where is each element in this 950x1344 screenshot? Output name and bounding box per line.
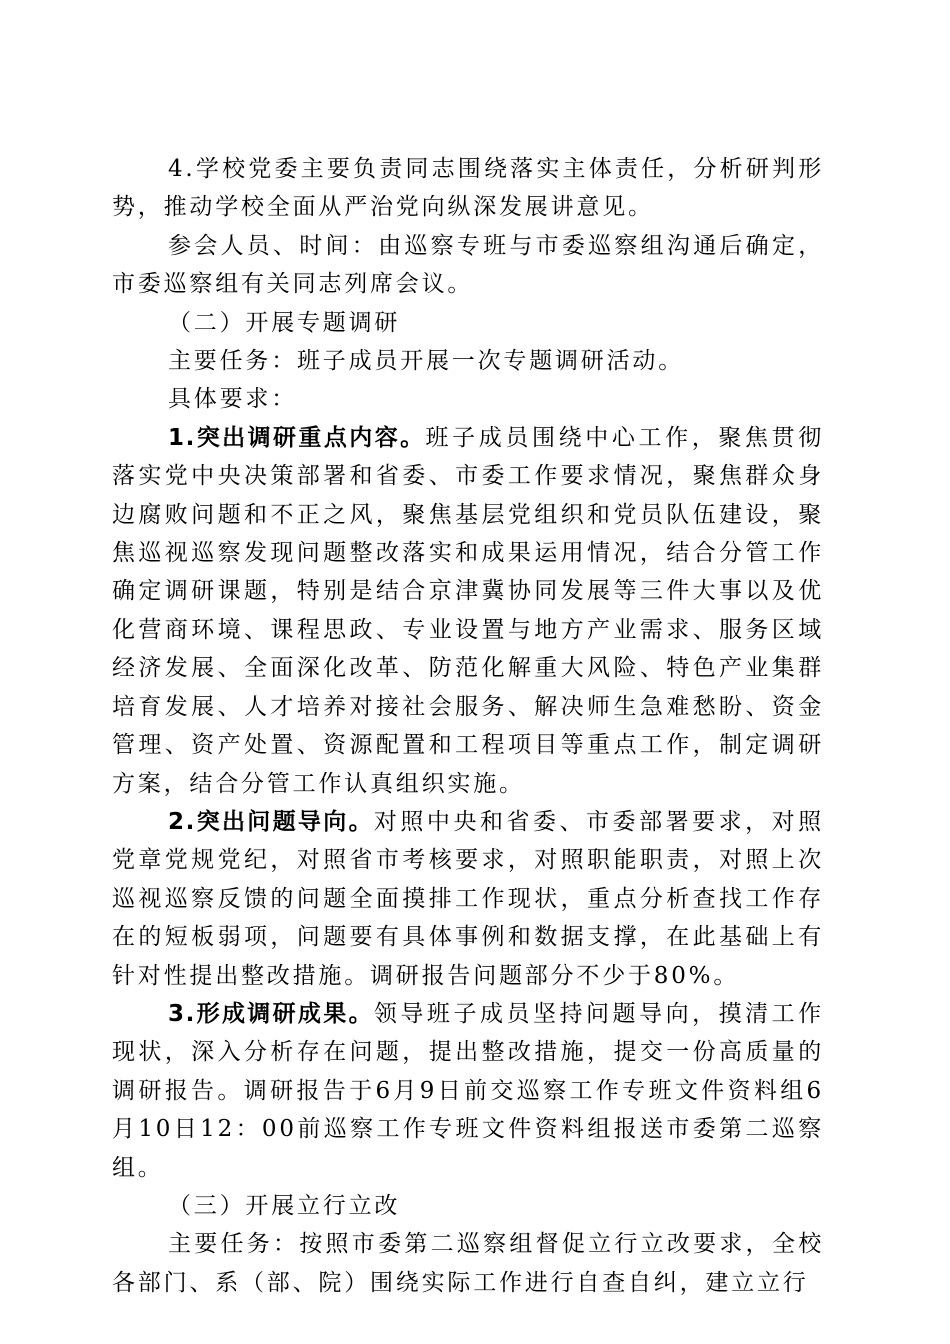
requirement-item-1-lead: 1.突出调研重点内容。: [168, 424, 426, 451]
requirement-item-3: [112, 995, 824, 1187]
requirement-item-3-text: 领导班子成员坚持问题导向，摸清工作现状，深入分析存在问题，提出整改措施，提交一份高质量的调研报告。调研报告于6月9日前交巡察工作专班文件资料组6月10日12：00前巡察工作专班文件资料组报送市委第二巡察组。: [112, 1000, 824, 1181]
paragraph-task-rectify: 主要任务：按照市委第二巡察组督促立行立改要求，全校各部门、系（部、院）围绕实际工作进行自查自纠，建立立行: [112, 1231, 824, 1296]
paragraph-task-research: 主要任务：班子成员开展一次专题调研活动。: [168, 348, 684, 375]
requirement-item-3-lead: 3.形成调研成果。: [168, 1000, 374, 1027]
requirement-item-2-text: 对照中央和省委、市委部署要求，对照党章党规党纪，对照省市考核要求，对照职能职责，对照上次巡视巡察反馈的问题全面摸排工作现状，重点分析查找工作存在的短板弱项，问题要有具体事例和数据支撑，在此基础上有针对性提出整改措施。调研报告问题部分不少于80%。: [112, 808, 824, 989]
paragraph-requirements: 具体要求：: [168, 386, 297, 413]
document-body: [112, 150, 824, 1302]
requirement-item-2: [112, 803, 824, 995]
paragraph-attendees: 参会人员、时间：由巡察专班与市委巡察组沟通后确定，市委巡察组有关同志列席会议。: [112, 232, 824, 298]
paragraph-item-4: 4.学校党委主要负责同志围绕落实主体责任，分析研判形势，推动学校全面从严治党向纵深发展讲意见。: [112, 156, 824, 221]
requirement-item-1: [112, 419, 824, 803]
requirement-item-2-lead: 2.突出问题导向。: [168, 808, 374, 835]
section-heading-3: （三）开展立行立改: [168, 1192, 401, 1219]
section-heading-2: （二）开展专题调研: [168, 309, 401, 336]
requirement-item-1-text: 班子成员围绕中心工作，聚焦贯彻落实党中央决策部署和省委、市委工作要求情况，聚焦群众身边腐败问题和不正之风，聚焦基层党组织和党员队伍建设，聚焦巡视巡察发现问题整改落实和成果运用情况，结合分管工作确定调研课题，特别是结合京津冀协同发展等三件大事以及优化营商环境、课程思政、专业设置与地方产业需求、服务区域经济发展、全面深化改革、防范化解重大风险、特色产业集群培育发展、人才培养对接社会服务、解决师生急难愁盼、资金管理、资产处置、资源配置和工程项目等重点工作，制定调研方案，结合分管工作认真组织实施。: [112, 424, 824, 797]
